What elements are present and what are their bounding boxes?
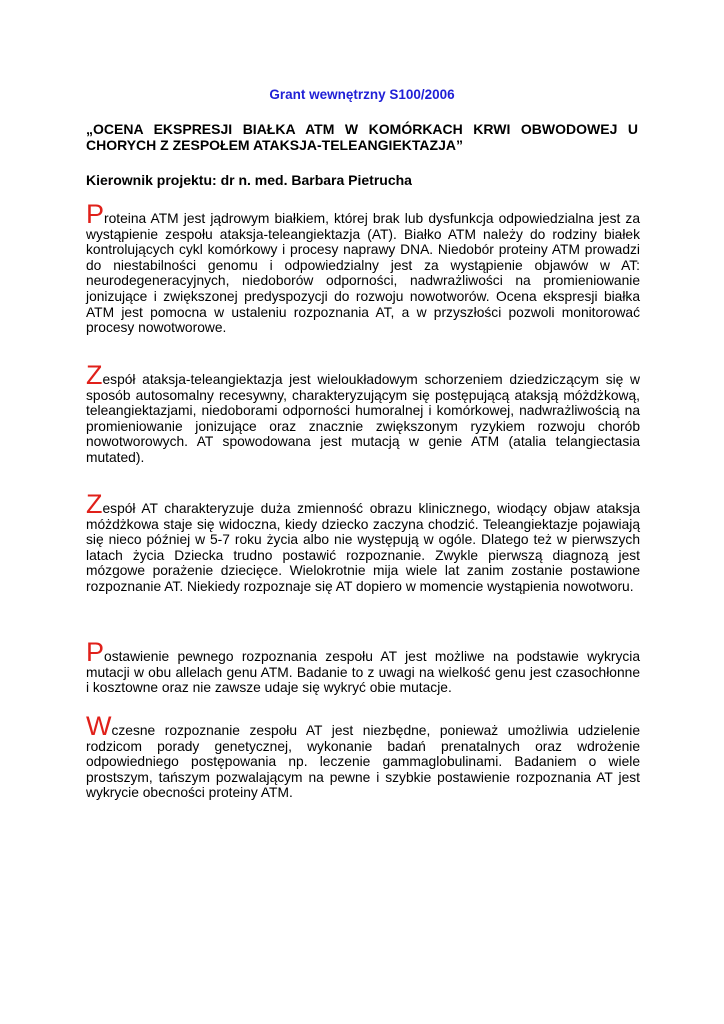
- paragraph-text: roteina ATM jest jądrowym białkiem, której brak lub dysfunkcja odpowiedzialna jest za wystąpienie zespołu ataksja-teleangiektazja (AT). Białko ATM należy do rodziny białek kontrolujących cykl komórkowy i procesy naprawy DNA. Niedobór proteiny ATM prowadzi do niestabilności genomu i odpowiedzialny jest za wystąpienie objawów w AT: neurodegeneracyjnych, niedoborów odporności, nadwrażliwości na promieniowanie jonizujące i zwiększonej predyspozycji do rozwoju nowotworów. Ocena ekspresji białka ATM jest pomocna w ustaleniu rozpoznania AT, a w przyszłości pozwoli monitorować procesy nowotworowe.: [86, 211, 640, 336]
- paragraph-text: czesne rozpoznanie zespołu AT jest niezbędne, ponieważ umożliwia udzielenie rodzicom porady genetycznej, wykonanie badań prenatalnych oraz wdrożenie odpowiedniego postępowania np. leczenie gammaglobulinami. Badaniem o wiele prostszym, tańszym pozwalającym na pewne i szybkie postawienie rozpoznania AT jest wykrycie obecności proteiny ATM.: [86, 723, 640, 801]
- drop-cap: P: [86, 637, 105, 667]
- drop-cap: P: [86, 199, 105, 229]
- paragraph-4: [86, 637, 640, 696]
- paragraph-text: espół AT charakteryzuje duża zmienność obrazu klinicznego, wiodący objaw ataksja móżdżkowa staje się widoczna, kiedy dziecko zaczyna chodzić. Teleangiektazje pojawiają się nieco później w 5-7 roku życia albo nie występują w ogóle. Dlatego też w pierwszych latach życia Dziecka trudno postawić rozpoznanie. Zwykle pierwszą diagnozą jest mózgowe porażenie dziecięce. Wielokrotnie mija wiele lat zanim zostanie postawione rozpoznanie AT. Niekiedy rozpoznaje się AT dopiero w momencie wystąpienia nowotworu.: [86, 501, 640, 594]
- paragraph-text: ostawienie pewnego rozpoznania zespołu AT jest możliwe na podstawie wykrycia mutacji w obu allelach genu ATM. Badanie to z uwagi na wielkość genu jest czasochłonne i kosztowne oraz nie zawsze udaje się wykryć obie mutacje.: [86, 649, 640, 696]
- paragraph-text: espół ataksja-teleangiektazja jest wieloukładowym schorzeniem dziedziczącym się w sposób autosomalny recesywny, charakteryzującym się postępującą ataksją móżdżkową, teleangiektazjami, niedoborami odporności humoralnej i komórkowej, nadwrażliwością na promieniowanie jonizujące oraz znacznie zwiększonym ryzykiem rozwoju chorób nowotworowych. AT spowodowana jest mutacją w genie ATM (atalia telangiectasia mutated).: [86, 372, 640, 465]
- drop-cap: Z: [86, 360, 103, 390]
- drop-cap: Z: [86, 489, 103, 519]
- paragraph-3: [86, 489, 640, 595]
- paragraph-5: [86, 711, 640, 801]
- project-manager: Kierownik projektu: dr n. med. Barbara Pietrucha: [86, 172, 412, 188]
- project-title: „OCENA EKSPRESJI BIAŁKA ATM W KOMÓRKACH KRWI OBWODOWEJ U CHORYCH Z ZESPOŁEM ATAKSJA-TELEANGIEKTAZJA”: [86, 121, 638, 153]
- grant-title: Grant wewnętrzny S100/2006: [269, 87, 455, 102]
- paragraph-2: [86, 360, 640, 466]
- drop-cap: W: [86, 711, 112, 741]
- paragraph-1: [86, 199, 640, 336]
